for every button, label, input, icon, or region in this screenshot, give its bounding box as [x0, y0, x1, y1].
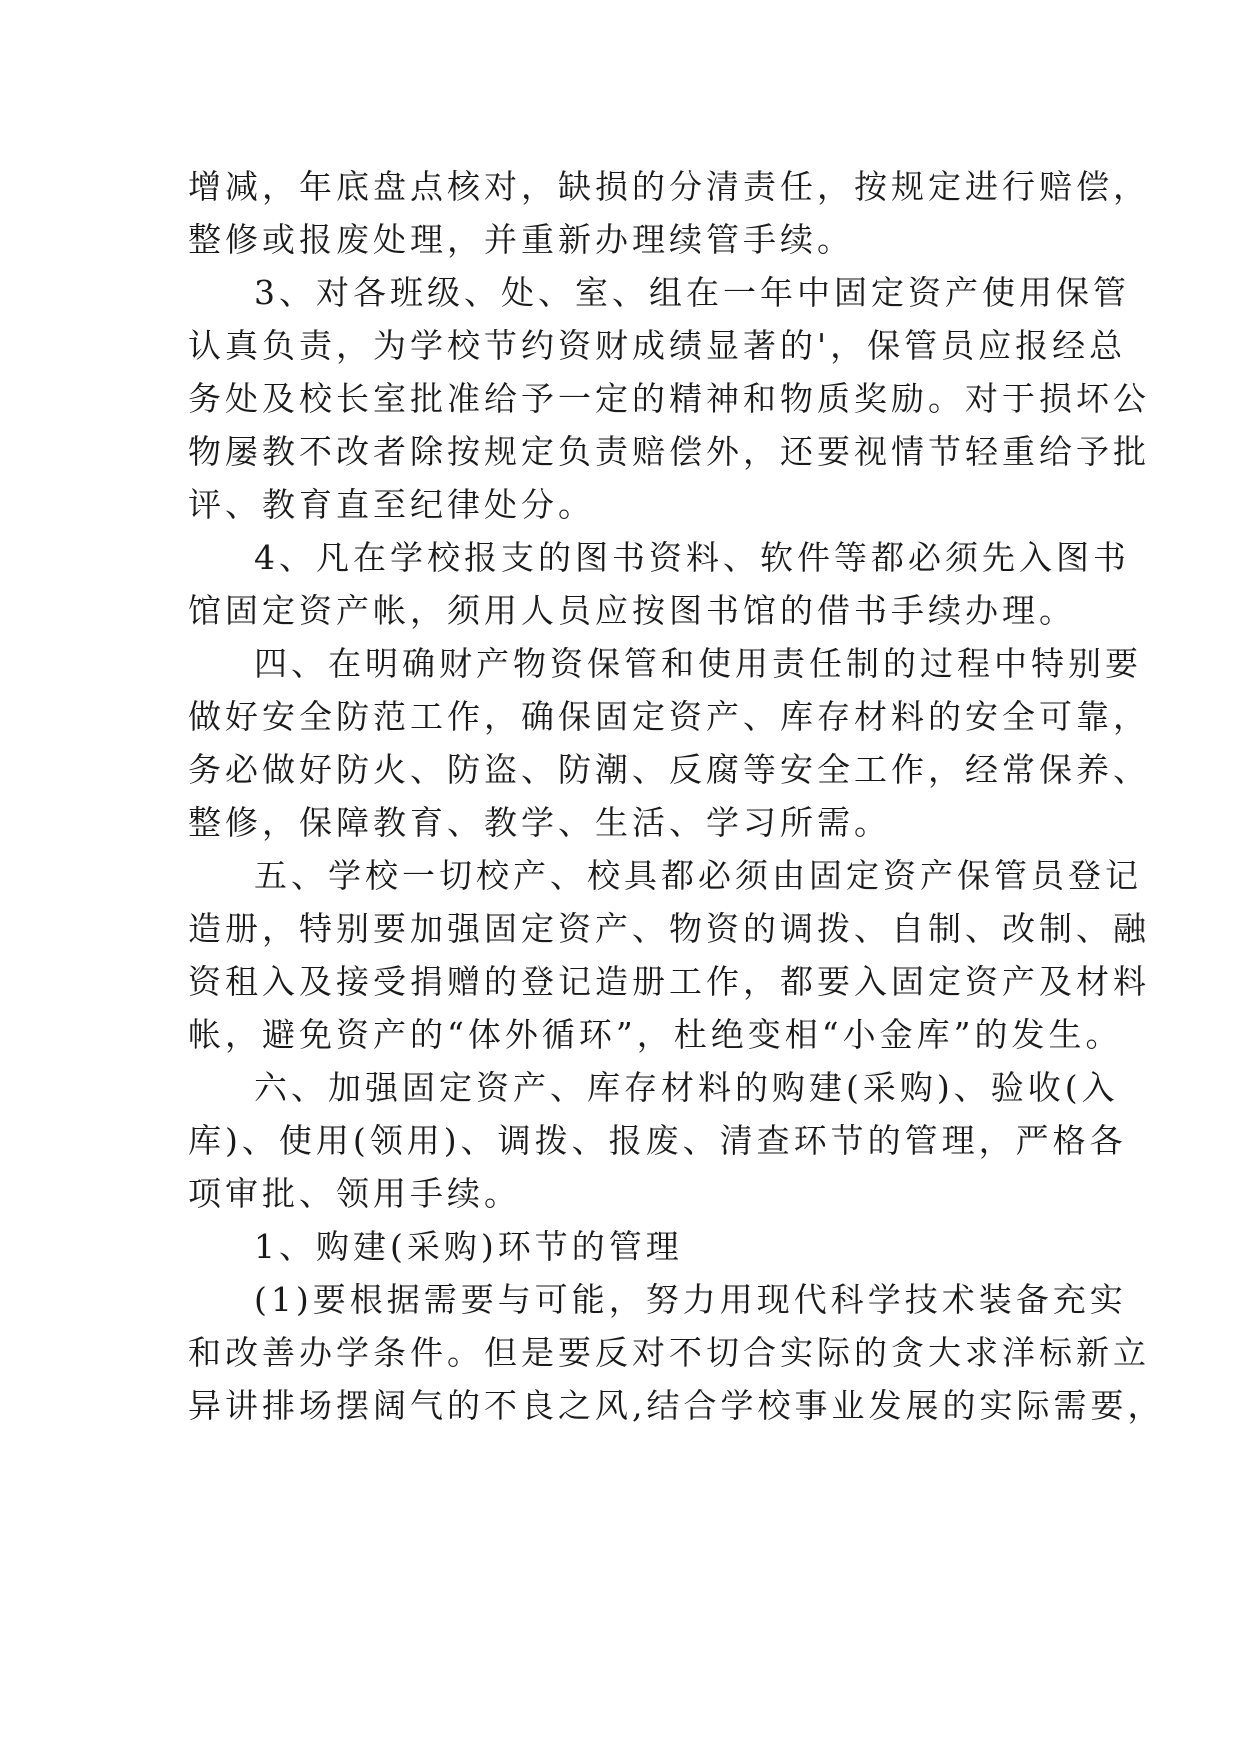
text-line: 物屡教不改者除按规定负责赔偿外，还要视情节轻重给予批	[188, 432, 1150, 471]
text-line: 馆固定资产帐，须用人员应按图书馆的借书手续办理。	[188, 591, 1076, 630]
text-line: 五、学校一切校产、校具都必须由固定资产保管员登记	[254, 856, 1142, 895]
text-line: 务处及校长室批准给予一定的精神和物质奖励。对于损坏公	[188, 379, 1150, 418]
text-line: 整修，保障教育、教学、生活、学习所需。	[188, 803, 891, 842]
text-line: 项审批、领用手续。	[188, 1174, 521, 1213]
text-line: 4、凡在学校报支的图书资料、软件等都必须先入图书	[254, 538, 1130, 577]
text-line: 资租入及接受捐赠的登记造册工作，都要入固定资产及材料	[188, 962, 1150, 1001]
text-line: 1、购建(采购)环节的管理	[254, 1227, 683, 1266]
text-line: 六、加强固定资产、库存材料的购建(采购)、验收(入	[254, 1068, 1119, 1107]
text-line: 3、对各班级、处、室、组在一年中固定资产使用保管	[254, 273, 1130, 312]
text-line: 认真负责，为学校节约资财成绩显著的'，保管员应报经总	[188, 326, 1127, 365]
text-line: (1)要根据需要与可能，努力用现代科学技术装备充实	[254, 1280, 1127, 1319]
text-line: 务必做好防火、防盗、防潮、反腐等安全工作，经常保养、	[188, 750, 1150, 789]
text-line: 造册，特别要加强固定资产、物资的调拨、自制、改制、融	[188, 909, 1150, 948]
text-line: 评、教育直至纪律处分。	[188, 485, 595, 524]
document-body	[188, 160, 1165, 1432]
text-line: 做好安全防范工作，确保固定资产、库存材料的安全可靠，	[188, 697, 1150, 736]
text-line: 异讲排场摆阔气的不良之风,结合学校事业发展的实际需要，	[188, 1386, 1165, 1425]
text-line: 四、在明确财产物资保管和使用责任制的过程中特别要	[254, 644, 1142, 683]
text-line: 增减，年底盘点核对，缺损的分清责任，按规定进行赔偿，	[188, 167, 1150, 206]
text-line: 库)、使用(领用)、调拨、报废、清查环节的管理，严格各	[188, 1121, 1127, 1160]
text-line: 整修或报废处理，并重新办理续管手续。	[188, 220, 854, 259]
text-line: 帐，避免资产的“体外循环”，杜绝变相“小金库”的发生。	[188, 1015, 1123, 1054]
text-line: 和改善办学条件。但是要反对不切合实际的贪大求洋标新立	[188, 1333, 1150, 1372]
